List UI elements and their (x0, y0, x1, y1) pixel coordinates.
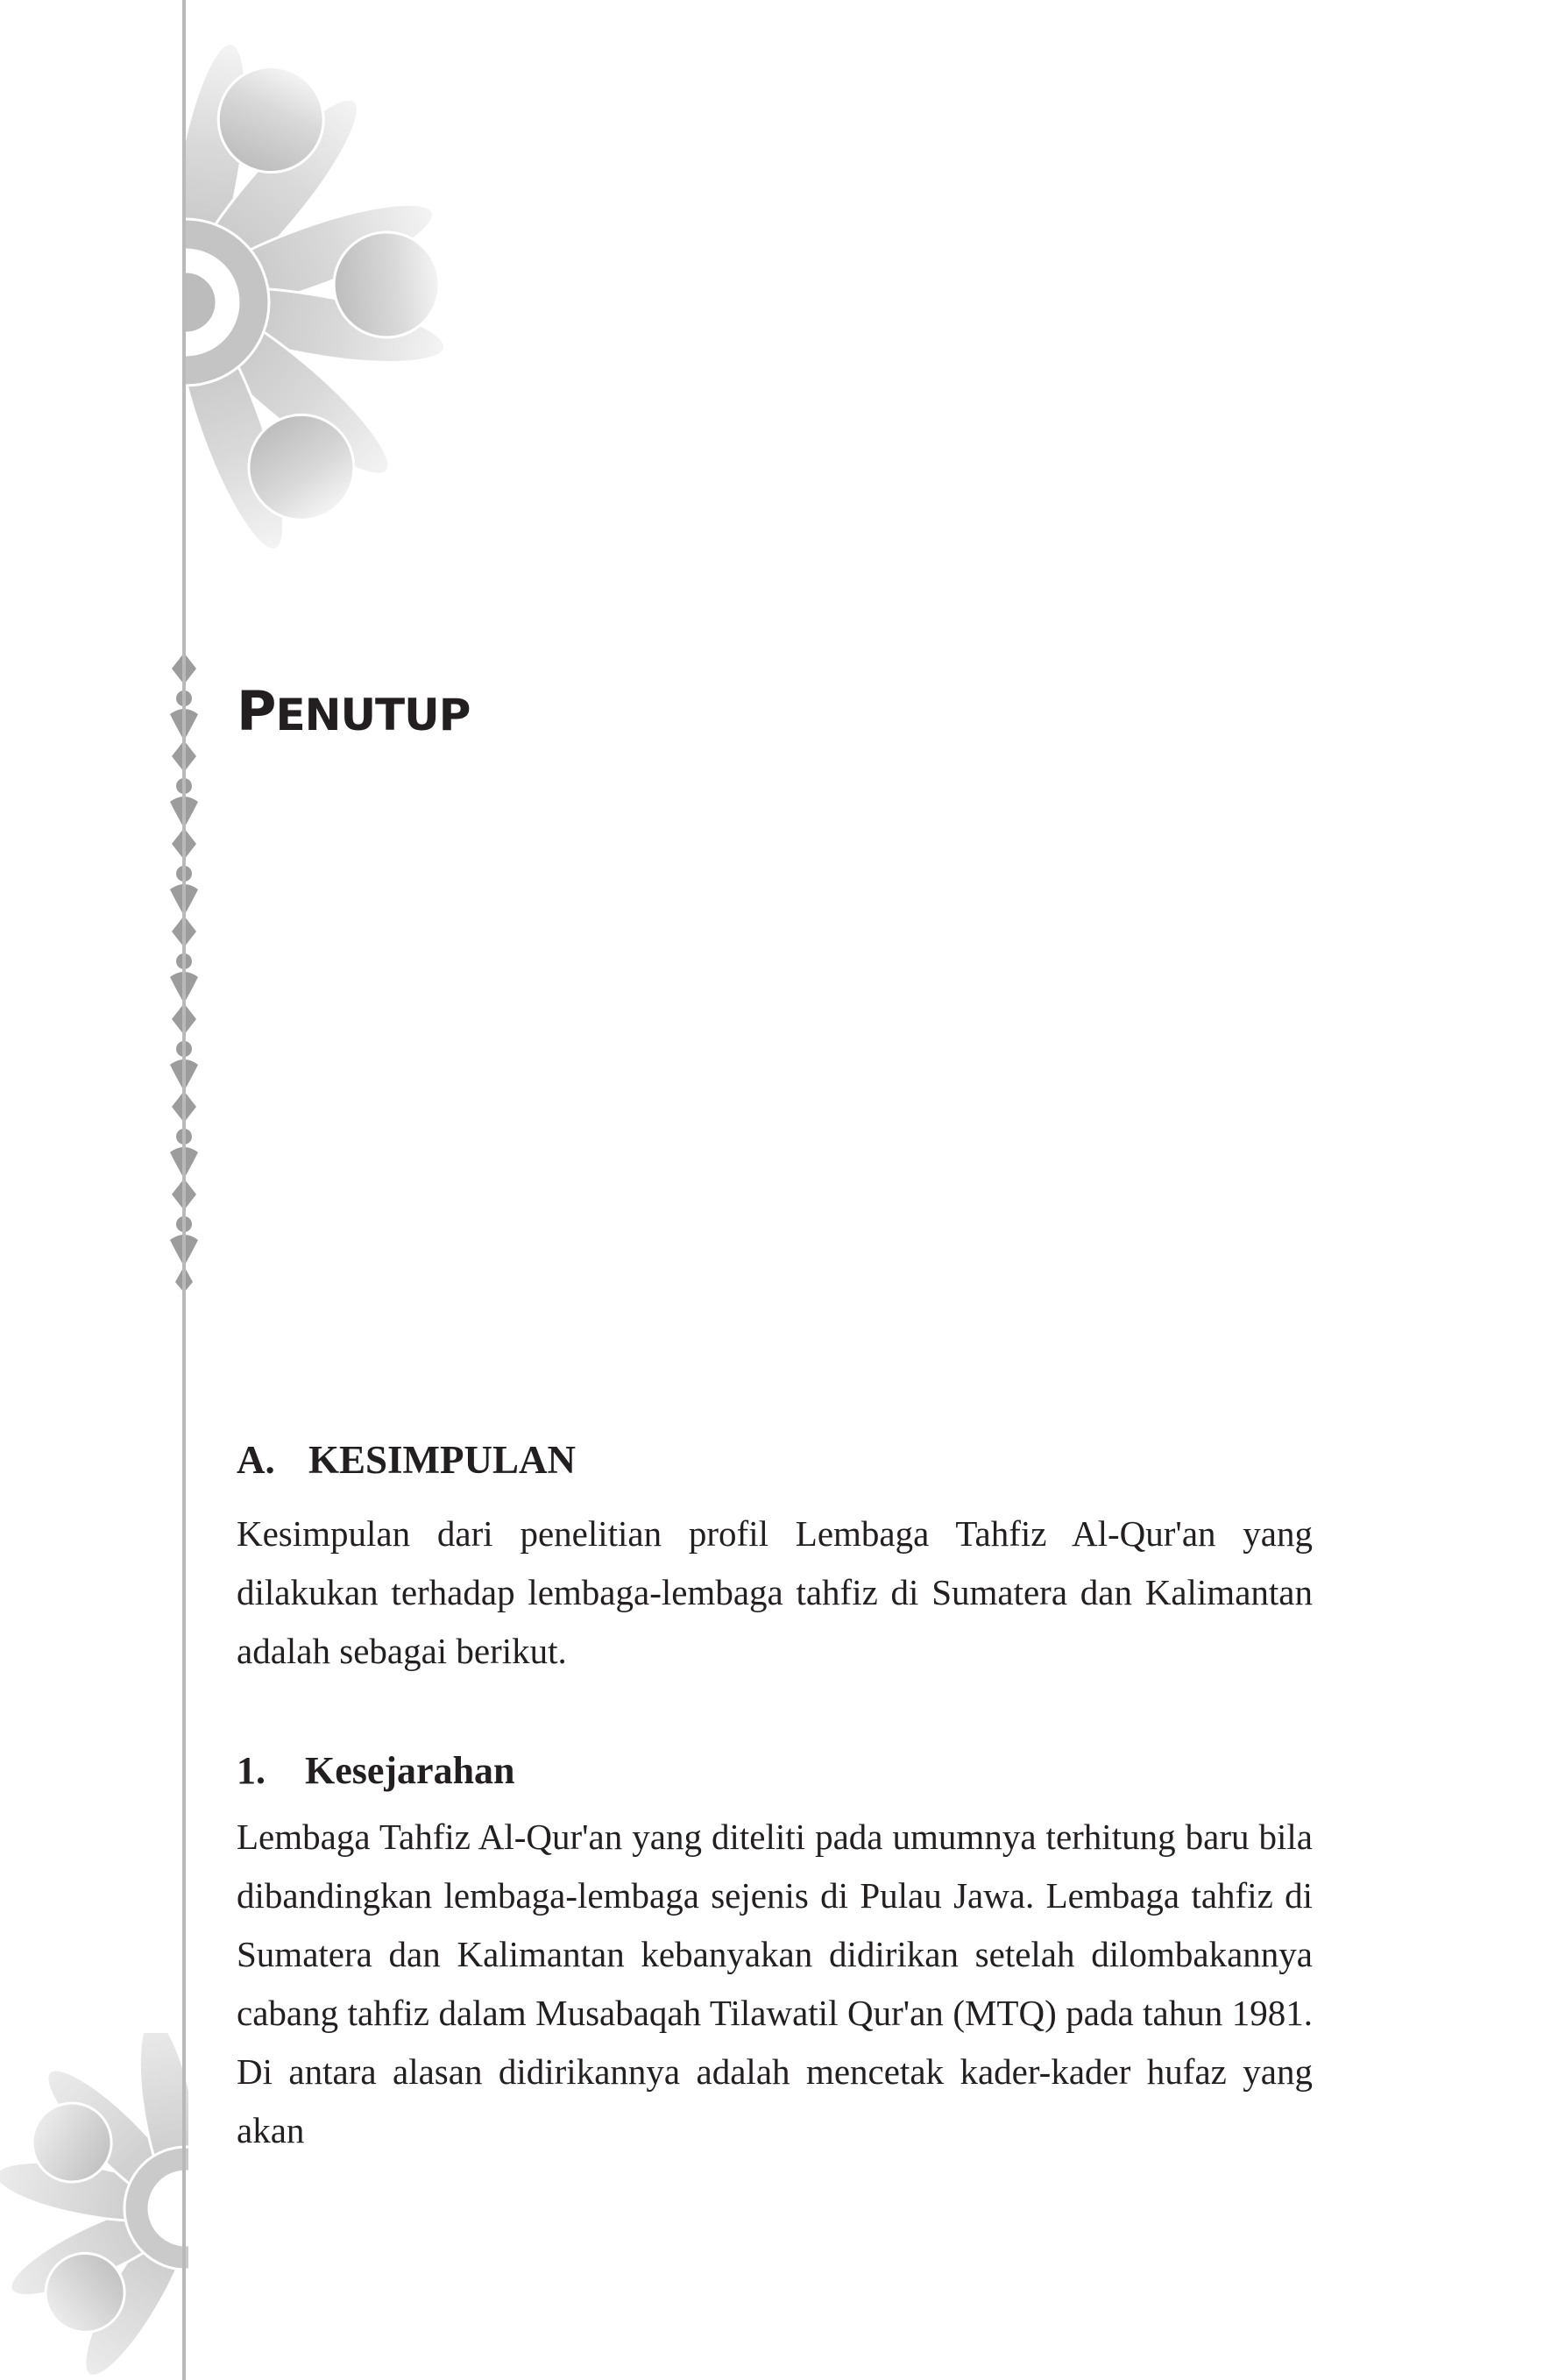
subsection-number: 1. (237, 1749, 266, 1792)
subsection-heading-kesejarahan (237, 1748, 515, 1793)
chapter-title-initial: P (237, 679, 276, 743)
section-heading-text: KESIMPULAN (308, 1438, 577, 1482)
chapter-title (237, 679, 470, 743)
floral-rosette-ornament-bottom (0, 2033, 188, 2380)
floral-rosette-ornament-top (186, 0, 475, 596)
kesejarahan-paragraph: Lembaga Tahfiz Al-Qur'an yang diteliti pada umumnya terhitung baru bila dibandingkan lembaga-lembaga sejenis di Pulau Jawa. Lembaga tahfiz di Sumatera dan Kalimantan kebanyakan didirikan setelah dilombakannya cabang tahfiz dalam Musabaqah Tilawatil Qur'an (MTQ) pada tahun 1981. Di antara alasan didirikannya adalah mencetak kader-kader hufaz yang akan (237, 1817, 1313, 2150)
intro-paragraph: Kesimpulan dari penelitian profil Lembaga Tahfiz Al-Qur'an yang dilakukan terhadap lembaga-lembaga tahfiz di Sumatera dan Kalimantan adalah sebagai berikut. (237, 1513, 1313, 1671)
section-heading-kesimpulan (237, 1437, 576, 1483)
chapter-title-rest: ENUTUP (275, 690, 471, 740)
margin-rule (182, 0, 186, 2380)
section-number: A. (237, 1438, 275, 1482)
subsection-heading-text: Kesejarahan (305, 1749, 515, 1792)
